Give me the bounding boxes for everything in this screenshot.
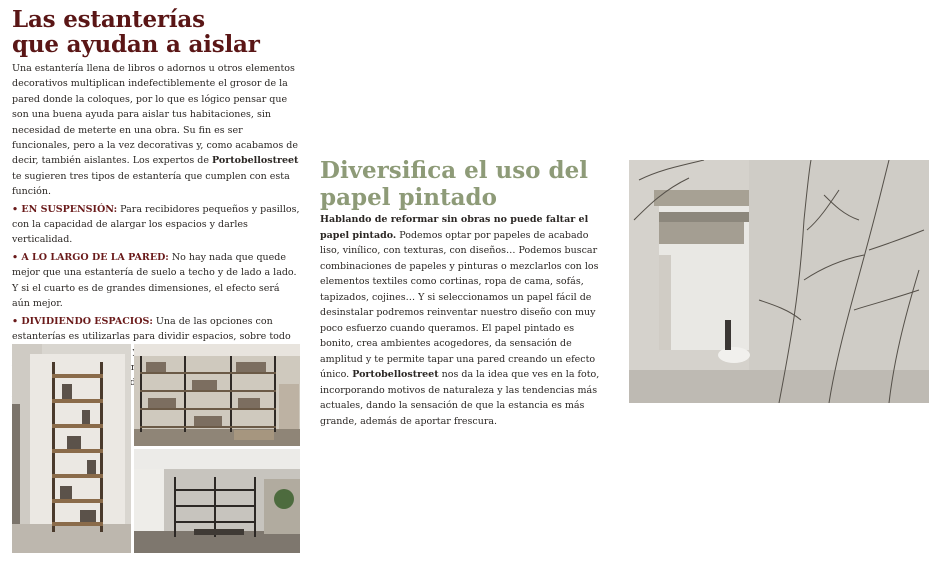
- bullet-label: • DIVIDIENDO ESPACIOS:: [12, 315, 153, 327]
- right-title-line-2: papel pintado: [320, 184, 497, 211]
- left-intro-text-b: te sugieren tres tipos de estantería que cumplen con esta función.: [12, 170, 290, 198]
- right-article-title: [320, 157, 620, 211]
- bullet-text: Una de las opciones con estanterías es utilizarlas para dividir espacios, sobre todo: [12, 315, 291, 342]
- right-body-text-b: nos da la idea que ves en la foto, incorporando motivos de naturaleza y las tendencias más actuales, dando la sensación de que la estancia es más grande, además de aportar frescura.: [320, 369, 600, 427]
- left-brand-name: Portobellostreet: [212, 155, 299, 167]
- bullet-suspension: [12, 202, 300, 248]
- photo-suspended-shelf: [12, 344, 131, 553]
- right-article-body: [320, 212, 610, 429]
- left-intro-text-a: Una estantería llena de libros o adornos u otros elementos decorativos multiplican indefectiblemente el grosor de la pared donde la coloques, por lo que es lógico pensar que son una buena ayuda para aislar tus habitaciones, sin necesidad de meterte en una obra. Su fin es ser funcionales, pero a la vez decorativas y, como acabamos de decir, también aislantes. Los expertos de: [12, 63, 298, 167]
- left-intro-paragraph: [12, 61, 300, 200]
- right-title-line-1: Diversifica el uso del: [320, 157, 588, 184]
- bullet-text: Para recibidores pequeños y pasillos, con la capacidad de alargar los espacios y darles verticalidad.: [12, 203, 300, 246]
- bullet-text: No hay nada que quede mejor que una estantería de suelo a techo y de lado a lado. Y si el cuarto es de grandes dimensiones, el efecto será aún mejor.: [12, 251, 297, 310]
- left-article-title: [12, 7, 312, 57]
- right-lead-text: Hablando de reformar sin obras no puede faltar el papel pintado.: [320, 214, 589, 241]
- right-paragraph: [320, 212, 610, 429]
- right-brand-name: Portobellostreet: [352, 369, 439, 380]
- photo-dividing-shelf: [134, 449, 300, 553]
- photo-wallpaper-room: [629, 160, 929, 403]
- left-title-line-1: Las estanterías: [12, 6, 205, 33]
- photo-wall-shelf: [134, 344, 300, 446]
- bullet-label: • A LO LARGO DE LA PARED:: [12, 251, 169, 263]
- bullet-label: • EN SUSPENSIÓN:: [12, 203, 118, 215]
- left-title-line-2: que ayudan a aislar: [12, 31, 260, 58]
- right-body-text-a: Podemos optar por papeles de acabado liso, vinílico, con texturas, con diseños… Podemos buscar combinaciones de papeles y pinturas o mezclarlos con los elementos textiles como cortinas, ropa de cama, sofás, tapizados, cojines… Y si seleccionamos un papel fácil de desinstalar podremos reinventar nuestro diseño con muy poco esfuerzo cuando queramos. El papel pintado es bonito, crea ambientes acogedores, da sensación de amplitud y te permite tapar una pared creando un efecto único.: [320, 229, 599, 380]
- bullet-along-wall: [12, 250, 300, 312]
